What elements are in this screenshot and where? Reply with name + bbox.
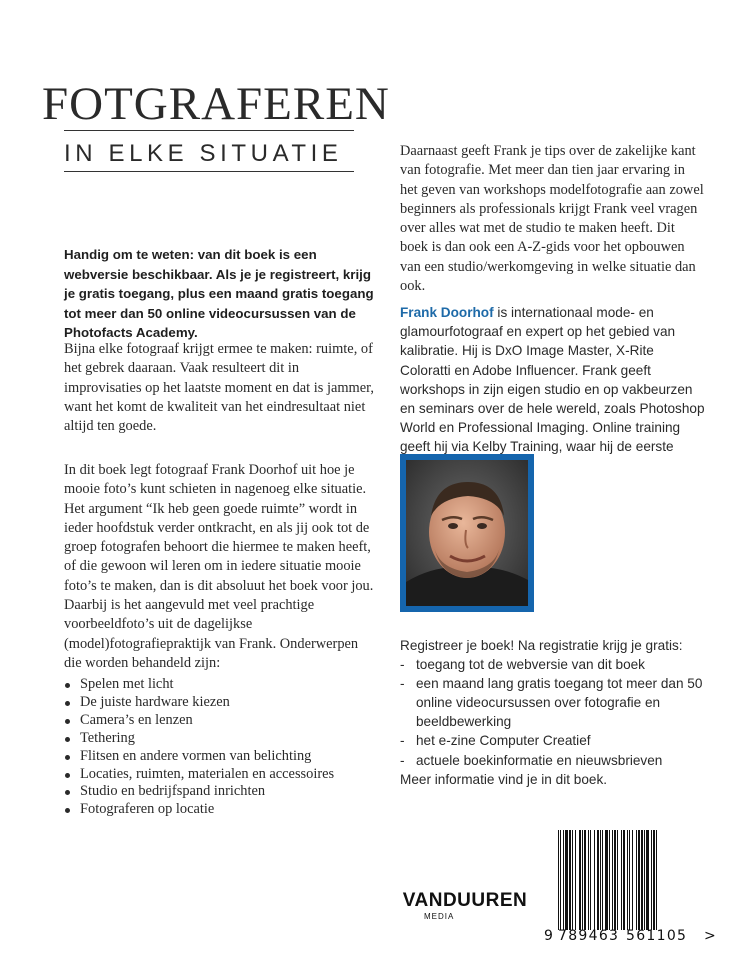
list-item: Camera’s en lenzen bbox=[64, 712, 376, 730]
barcode-bar bbox=[636, 830, 637, 930]
author-photo bbox=[400, 454, 534, 612]
register-outro: Meer informatie vind je in dit boek. bbox=[400, 771, 608, 787]
isbn-group-1: 789463 bbox=[558, 928, 620, 944]
author-bio bbox=[400, 303, 705, 476]
author-name: Frank Doorhof bbox=[400, 305, 494, 320]
barcode-bar bbox=[565, 830, 568, 930]
list-item: Tethering bbox=[64, 730, 376, 748]
portrait-illustration bbox=[406, 460, 528, 606]
barcode-bar bbox=[605, 830, 608, 930]
barcode-bar bbox=[632, 830, 633, 930]
barcode-bar bbox=[575, 830, 576, 930]
topics-list bbox=[64, 676, 376, 819]
isbn-group-2: 561105 bbox=[626, 928, 688, 944]
author-bio-text: is internationaal mode- en glamourfotograaf en expert op het gebied van kalibratie. Hij is DxO Image Master, X-Rite Coloratti en Adobe Influencer. Frank geeft workshops in zijn eigen studio en op vakbeurzen en seminars over de hele wereld, zoals Photoshop World en Professional Imaging. Online training geeft hij via Kelby Training, waar hij de eerste bbox=[400, 305, 705, 455]
barcode-bar bbox=[588, 830, 589, 930]
list-item: - toegang tot de webversie van dit boek bbox=[400, 655, 710, 674]
barcode-bar bbox=[558, 830, 559, 930]
bullet-icon bbox=[65, 773, 70, 778]
dash-icon: - bbox=[400, 752, 405, 768]
bullet-icon bbox=[65, 683, 70, 688]
barcode-bar bbox=[584, 830, 586, 930]
barcode-bar bbox=[644, 830, 645, 930]
paragraph-2: In dit boek legt fotograaf Frank Doorhof uit hoe je mooie foto’s kunt schieten in nagenoeg elke situatie. Het argument “Ik heb geen goede ruimte” wordt in ieder hoofdstuk verder ontkracht, en als jij ook tot de groep fotografen behoort die hiermee te maken heeft, of die gewoon wil leren om in iedere situatie mooie foto’s te maken, dan is dit absoluut het boek voor jou. Daarbij is het aangevuld met veel prachtige voorbeeldfoto’s uit de dagelijkse (model)fotografiepraktijk van Frank. Onderwerpen die worden behandeld zijn: bbox=[64, 462, 374, 671]
barcode-bar bbox=[653, 830, 655, 930]
barcode-bar bbox=[646, 830, 649, 930]
isbn-lead-digit: 9 bbox=[544, 928, 553, 944]
list-item: - actuele boekinformatie en nieuwsbrieven bbox=[400, 751, 710, 770]
book-title: FOTGRAFEREN bbox=[42, 78, 390, 130]
barcode-bar bbox=[594, 830, 595, 930]
right-paragraph-1: Daarnaast geeft Frank je tips over de zakelijke kant van fotografie. Met meer dan tien jaar ervaring in het geven van workshops modelfotografie aan zowel beginners als professionals krijgt Frank veel vragen over alles wat met de studio te maken heeft. Dit boek is dan ook een A-Z-gids voor het opbouwen van een studio/werkomgeving in welke situatie dan ook. bbox=[400, 143, 704, 295]
bullet-icon bbox=[65, 755, 70, 760]
barcode-bar bbox=[623, 830, 625, 930]
intro-bold-text: Handig om te weten: van dit boek is een webversie beschikbaar. Als je je registreert, krijg je gratis toegang, plus een maand gratis toegang tot meer dan 50 online videocursussen van de Photofacts Academy. bbox=[64, 247, 374, 340]
dash-icon: - bbox=[400, 733, 405, 749]
barcode-bar bbox=[641, 830, 643, 930]
barcode-bar bbox=[629, 830, 630, 930]
barcode-bar bbox=[582, 830, 583, 930]
author-portrait bbox=[406, 460, 528, 606]
list-item: - het e-zine Computer Creatief bbox=[400, 731, 710, 750]
paragraph-1: Bijna elke fotograaf krijgt ermee te maken: ruimte, of het gebrek daaraan. Vaak resulteert dit in improvisaties op het laatste moment en dat is jammer, want het komt de kwaliteit van het eindresultaat niet altijd ten goede. bbox=[64, 341, 374, 435]
dash-icon: - bbox=[400, 676, 405, 692]
barcode-bar bbox=[627, 830, 628, 930]
barcode-bars bbox=[558, 830, 700, 930]
register-intro: Registreer je boek! Na registratie krijg je gratis: bbox=[400, 638, 683, 653]
barcode bbox=[544, 830, 716, 948]
barcode-bar bbox=[597, 830, 599, 930]
barcode-bar bbox=[609, 830, 610, 930]
bullet-icon bbox=[65, 701, 70, 706]
list-item: Locaties, ruimten, materialen en accessoires bbox=[64, 766, 376, 784]
barcode-bar bbox=[590, 830, 591, 930]
barcode-bar bbox=[560, 830, 561, 930]
bullet-icon bbox=[65, 808, 70, 813]
list-item: - een maand lang gratis toegang tot meer dan 50 online videocursussen over fotografie en beeldbewerking bbox=[400, 676, 703, 730]
list-item: Spelen met licht bbox=[64, 676, 376, 694]
barcode-bar bbox=[600, 830, 601, 930]
barcode-bar bbox=[617, 830, 618, 930]
barcode-bar bbox=[569, 830, 571, 930]
publisher-logo bbox=[400, 890, 530, 922]
barcode-bar bbox=[579, 830, 581, 930]
title-divider bbox=[64, 130, 354, 131]
barcode-bar bbox=[572, 830, 573, 930]
barcode-bar bbox=[621, 830, 622, 930]
barcode-bar bbox=[563, 830, 564, 930]
barcode-bar bbox=[612, 830, 613, 930]
barcode-bar bbox=[656, 830, 657, 930]
list-item: Fotograferen op locatie bbox=[64, 801, 376, 819]
list-item: Studio en bedrijfspand inrichten bbox=[64, 783, 376, 801]
book-subtitle: IN ELKE SITUATIE bbox=[64, 140, 343, 167]
list-item: De juiste hardware kiezen bbox=[64, 694, 376, 712]
dash-icon: - bbox=[400, 657, 405, 673]
publisher-logo-main: VANDUUREN bbox=[402, 890, 528, 911]
bullet-icon bbox=[65, 719, 70, 724]
barcode-bar bbox=[602, 830, 603, 930]
barcode-bar bbox=[614, 830, 616, 930]
bullet-icon bbox=[65, 737, 70, 742]
barcode-bar bbox=[638, 830, 640, 930]
barcode-bar bbox=[651, 830, 652, 930]
list-item: Flitsen en andere vormen van belichting bbox=[64, 748, 376, 766]
subtitle-divider bbox=[64, 171, 354, 172]
register-section bbox=[400, 636, 710, 789]
bullet-icon bbox=[65, 790, 70, 795]
isbn-arrow: > bbox=[704, 928, 716, 944]
publisher-logo-sub: MEDIA bbox=[424, 912, 455, 921]
